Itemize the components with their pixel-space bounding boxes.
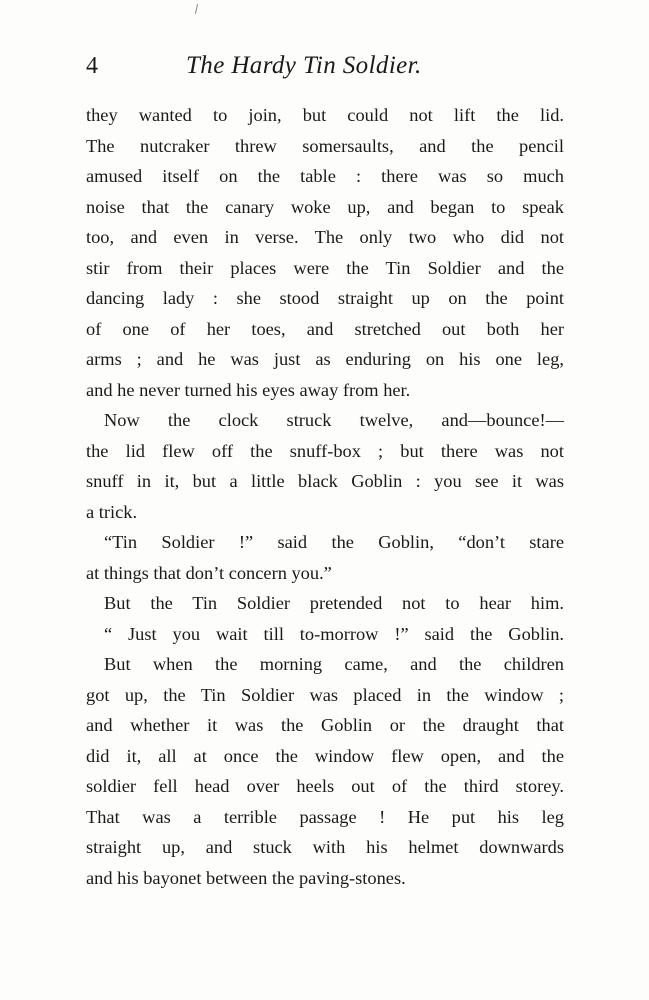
text-line: noise that the canary woke up, and began to speak — [86, 196, 564, 217]
text-line: a trick. — [86, 501, 138, 522]
text-line: “ Just you wait till to-morrow !” said the Goblin. — [104, 623, 564, 644]
print-mark — [195, 4, 198, 14]
text-line: Now the clock struck twelve, and—bounce!— — [104, 410, 564, 430]
page-header — [86, 48, 576, 84]
text-line: The nutcraker threw somersaults, and the pencil — [86, 135, 564, 156]
text-line: they wanted to join, but could not lift the lid. — [86, 105, 564, 125]
text-line: at things that don’t concern you.” — [86, 562, 332, 583]
text-line: too, and even in verse. The only two who did not — [86, 227, 564, 247]
text-line: amused itself on the table : there was so much — [86, 166, 564, 186]
text-line: straight up, and stuck with his helmet downwards — [86, 837, 564, 857]
text-line: But the Tin Soldier pretended not to hear him. — [104, 593, 564, 613]
running-title: The Hardy Tin Soldier. — [186, 52, 422, 79]
text-line: “Tin Soldier !” said the Goblin, “don’t stare — [104, 532, 564, 552]
body-text — [86, 100, 564, 893]
text-line: and whether it was the Goblin or the draught that — [86, 715, 564, 735]
text-line: arms ; and he was just as enduring on his one leg, — [86, 349, 564, 369]
text-line: That was a terrible passage ! He put his leg — [86, 806, 564, 827]
text-line: dancing lady : she stood straight up on the point — [86, 288, 564, 308]
text-line: got up, the Tin Soldier was placed in the window ; — [86, 684, 564, 705]
page-number: 4 — [86, 53, 98, 79]
text-line: snuff in it, but a little black Goblin : you see it was — [86, 471, 564, 491]
text-line: But when the morning came, and the children — [104, 654, 564, 674]
text-line: soldier fell head over heels out of the third storey. — [86, 776, 564, 796]
text-line: stir from their places were the Tin Soldier and the — [86, 257, 564, 278]
text-line: and he never turned his eyes away from her. — [86, 379, 411, 400]
text-line: of one of her toes, and stretched out both her — [86, 318, 564, 339]
text-line: the lid flew off the snuff-box ; but there was not — [86, 440, 564, 461]
text-line: did it, all at once the window flew open, and the — [86, 745, 564, 766]
text-line: and his bayonet between the paving-stones. — [86, 867, 406, 888]
